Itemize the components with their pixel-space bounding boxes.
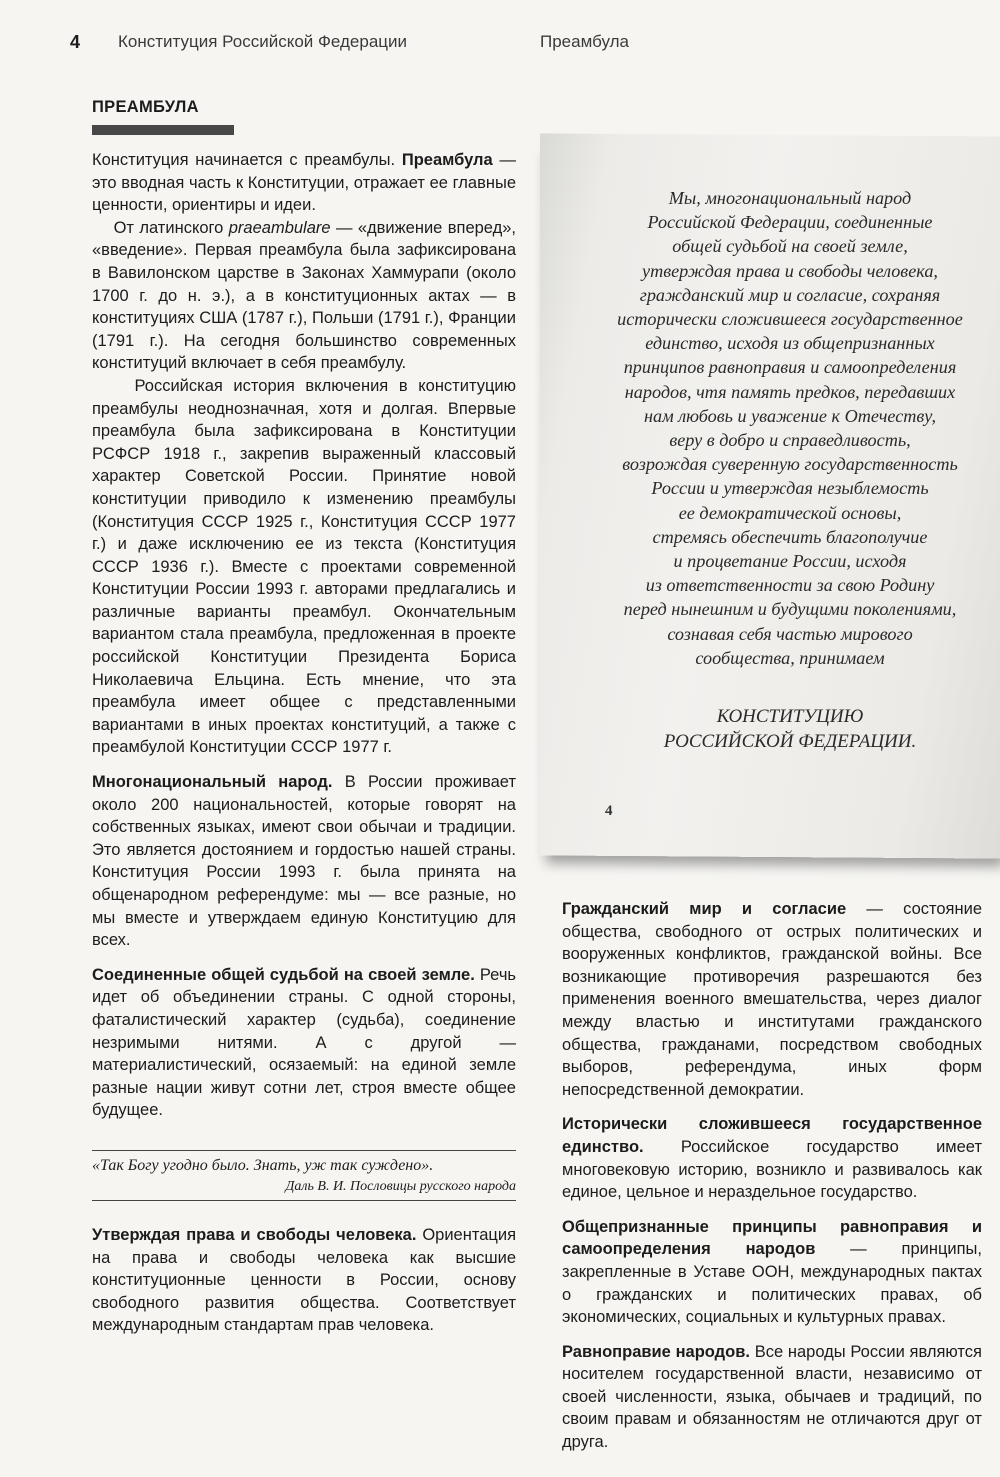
preamble-line: стремясь обеспечить благополучие	[652, 526, 928, 547]
preamble-line: возрождая суверенную государственность	[622, 454, 958, 475]
preamble-line: нам любовь и уважение к Отечеству,	[643, 405, 937, 426]
preamble-line: Российской Федерации, соединенные	[647, 212, 933, 233]
paragraph-russian-history: Российская история включения в конституцию преамбулы неоднозначная, хотя и долгая. Впервые преамбула была зафиксирована в Конституции РСФСР 1918 г., закрепив выраженный классовый характер Советской России. Принятие новой конституции приводило к изменению преамбулы (Конституция СССР 1925 г., Конституция СССР 1977 г.) и даже исключению ее из текста (Конституция СССР 1936 г.). Вместе с проектами современной Конституции России 1993 г. авторами предлагались и различные варианты преамбул. Окончательным вариантом стала преамбула, предложенная в проекте российской Конституции Президента Бориса Николаевича Ельцина. Есть мнение, что эта преамбула имеет общее с представленными вариантами в иных проектах конституций, а также с преамбулой Конституции СССР 1977 г.	[92, 376, 516, 757]
book-page-number: 4	[605, 803, 613, 819]
section-title: ПРЕАМБУЛА	[92, 98, 199, 116]
quote-source: Даль В. И. Пословицы русского народа	[285, 1179, 516, 1194]
preamble-line: ее демократической основы,	[678, 502, 902, 523]
paragraph-latin-origin: От латинского praeambulare — «движение вперед», «введение». Первая преамбула была зафиксирована в Вавилонском царстве в Законах Хаммурапи (около 1700 г. до н. э.), а в конституционных актах — в конституциях США (1787 г.), Польши (1791 г.), Франции (1791 г.). На сегодня большинство современных конституций включает в себя преамбулу.	[92, 218, 516, 373]
preamble-text	[600, 186, 980, 670]
paragraph-civil-peace: Гражданский мир и согласие — состояние общества, свободного от острых политических и вооруженных конфликтов, гражданской войны. Все возникающие противоречия разрешаются без применения военного вмешательства, через диалог между властью и институтами гражданского общества, гражданами, посредством свободных выборов, референдума, иных форм непосредственной демократии.	[562, 900, 982, 1099]
preamble-line: утверждая права и свободы человека,	[642, 260, 938, 281]
preamble-line: принципов равноправия и самоопределения	[623, 357, 957, 378]
preamble-line: исторически сложившееся государственное	[617, 309, 963, 330]
preamble-line: народов, чтя память предков, передавших	[624, 381, 956, 402]
preamble-line: сообщества, принимаем	[695, 647, 885, 668]
running-title: Преамбула	[540, 32, 629, 51]
preamble-line: сознавая себя частью мирового	[667, 623, 913, 644]
page-number: 4	[70, 32, 81, 52]
book-title: Конституция Российской Федерации	[118, 32, 408, 51]
left-column-bottom	[92, 1224, 516, 1337]
preamble-line: Мы, многонациональный народ	[668, 188, 912, 208]
paragraph-common-destiny: Соединенные общей судьбой на своей земле. Речь идет об объединении страны. С одной стороны, фаталистический характер (судьба), соединение незримыми нитями. А с другой — материалистический, осязаемый: на единой земле разные нации живут сотни лет, строя вместе общее будущее.	[92, 965, 517, 1120]
paragraph-self-determination: Общепризнанные принципы равноправия и самоопределения народов — принципы, закрепленные в Уставе ООН, международных пактах о гражданских и политических правах, об экономических, социальных и культурных правах.	[562, 1217, 982, 1327]
proverb-quote	[92, 1150, 516, 1201]
paragraph-state-unity: Исторически сложившееся государственное единство. Российское государство имеет многовековую историю, возникло и развивалось как единое, цельное и нераздельное государство.	[562, 1115, 982, 1202]
paragraph-multinational-people: Многонациональный народ. В России проживает около 200 национальностей, которые говорят на собственных языках, имеют свои обычаи и традиции. Это является достоянием и гордостью нашей страны. Конституция России 1993 г. была принята на общенародном референдуме: мы — все разные, но мы вместе и утверждаем единую Конституцию для всех.	[92, 773, 516, 950]
preamble-line: и процветание России, исходя	[673, 551, 907, 572]
left-column	[92, 98, 516, 1122]
preamble-line: гражданский мир и согласие, сохраняя	[639, 284, 941, 305]
preamble-line: общей судьбой на своей земле,	[672, 236, 908, 257]
section-title-underline	[92, 125, 234, 135]
preamble-line: перед нынешним и будущими поколениями,	[623, 599, 957, 620]
preamble-line: веру в добро и справедливость,	[669, 430, 911, 451]
paragraph-intro: Конституция начинается с преамбулы. Преамбула — это вводная часть к Конституции, отражает ее главные ценности, ориентиры и идеи.	[92, 151, 516, 215]
right-column	[562, 898, 982, 1454]
paragraph-equality-of-peoples: Равноправие народов. Все народы России являются носителем государственной власти, независимо от своей численности, языка, обычаев и традиций, по своим правам и обязанностям не отличаются друг от друга.	[562, 1342, 982, 1452]
preamble-line: из ответственности за свою Родину	[645, 575, 935, 596]
preamble-line: России и утверждая незыблемость	[651, 478, 929, 499]
paragraph-human-rights: Утверждая права и свободы человека. Ориентация на права и свободы человека как высшие конституционные ценности в России, основу свободного развития общества. Соответствует международным стандартам прав человека.	[92, 1226, 516, 1335]
constitution-adoption-heading: КОНСТИТУЦИЮ РОССИЙСКОЙ ФЕДЕРАЦИИ.	[663, 706, 917, 752]
preamble-line: единство, исходя из общепризнанных	[645, 333, 935, 354]
quote-text: «Так Богу угодно было. Знать, уж так суждено».	[92, 1157, 434, 1174]
